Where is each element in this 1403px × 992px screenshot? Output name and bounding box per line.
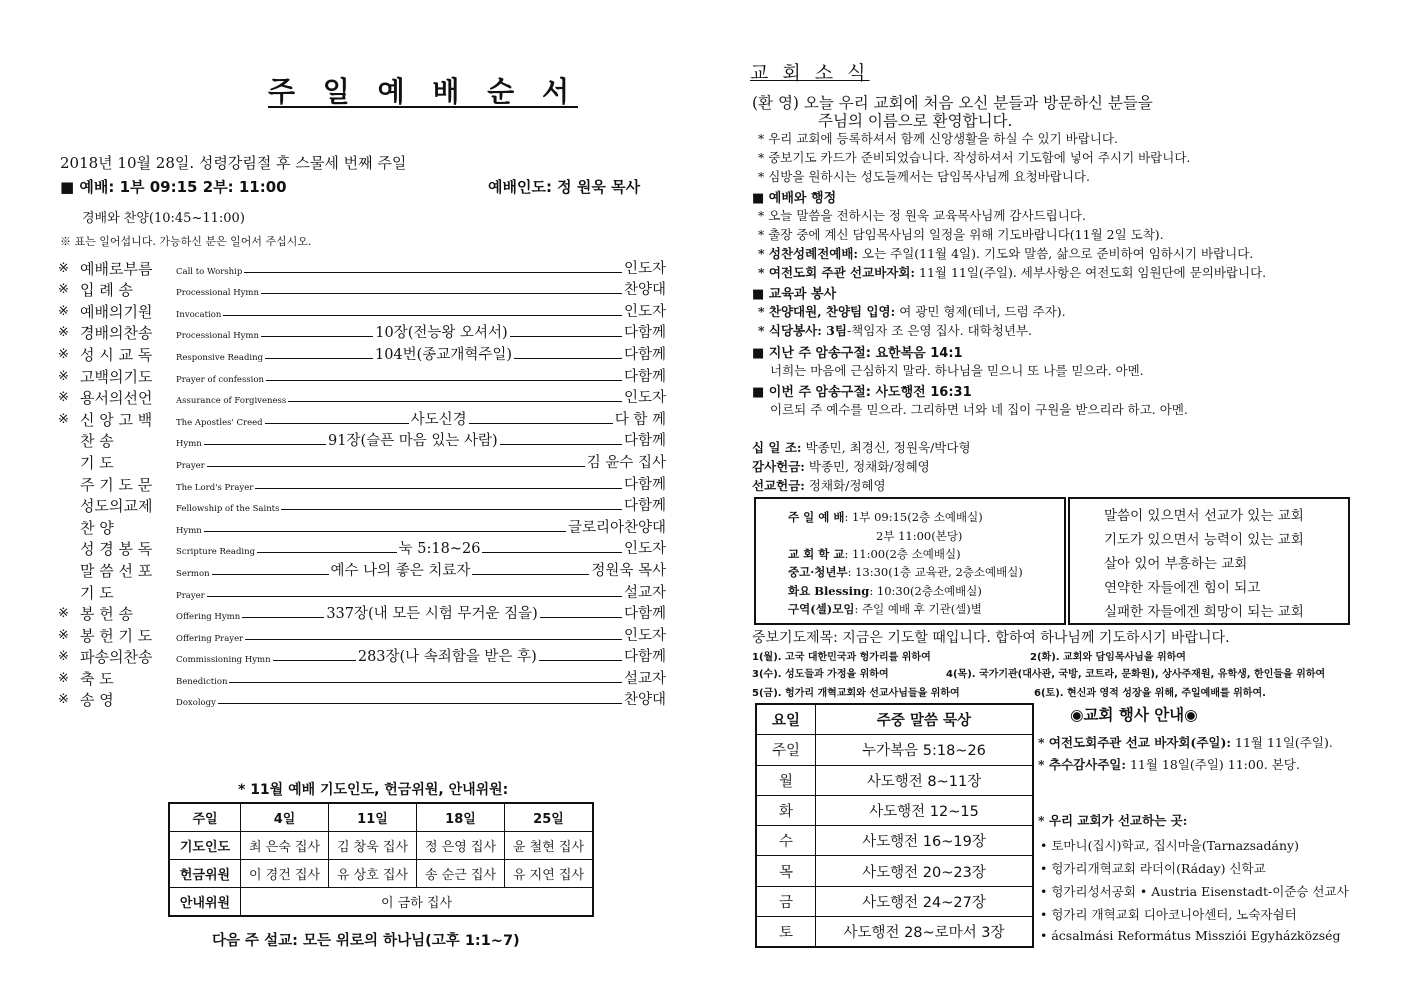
intercession-item: 5(금). 헝가리 개혁교회와 선교사님들을 위하여 <box>752 688 960 699</box>
schedule-label: 주 일 예 배 <box>788 510 845 524</box>
event-item <box>1038 733 1333 751</box>
leader-line <box>257 552 397 553</box>
worship-order-row <box>58 645 666 667</box>
order-english: Commissioning Hymn <box>176 655 271 666</box>
table-cell: 유 상호 집사 <box>329 860 417 888</box>
order-content: 91장(슬픈 마음 있는 사람) <box>328 433 498 450</box>
order-english: Processional Hymn <box>176 288 259 299</box>
order-content: 283장(나 속죄함을 받은 후) <box>357 649 537 666</box>
mission-item: • 헝가리개혁교회 라더이(Ráday) 신학교 <box>1040 861 1266 876</box>
service-times: ■ 예배: 1부 09:15 2부: 11:00 <box>60 178 287 196</box>
event-bold: * 추수감사주일: <box>1038 757 1126 772</box>
church-news-title: 교 회 소 식 <box>750 62 870 84</box>
item-bold: * 찬양대원, 찬양팀 입영: <box>758 304 896 319</box>
table-header-cell: 11일 <box>329 803 417 832</box>
order-name: 기 도 <box>80 583 114 602</box>
table-cell: 월 <box>756 765 816 795</box>
leader-line <box>539 660 622 661</box>
order-content: 10장(전능왕 오셔서) <box>375 325 508 342</box>
leader-line <box>244 272 622 273</box>
leader-line <box>288 401 622 402</box>
order-english: Processional Hymn <box>176 331 259 342</box>
worship-order-row <box>58 278 666 300</box>
order-content: 눅 5:18~26 <box>398 541 481 558</box>
leader-line <box>204 444 326 445</box>
leader-line <box>273 660 356 661</box>
table-cell: 최 은숙 집사 <box>241 832 329 860</box>
service-leader: 예배인도: 정 원욱 목사 <box>488 178 641 196</box>
worship-order-row <box>58 450 666 472</box>
schedule-label: 교 회 학 교 <box>788 547 845 561</box>
table-row <box>756 856 1033 886</box>
worship-order-row <box>58 386 666 408</box>
leader-line <box>510 336 622 337</box>
worship-order-row <box>58 256 666 278</box>
leader-line <box>212 574 329 575</box>
table-row <box>756 886 1033 916</box>
order-mark: ※ <box>58 606 69 622</box>
table-row <box>169 860 593 888</box>
order-responsible: 인도자 <box>623 627 666 644</box>
schedule-label: 구역(셀)모임 <box>788 602 855 616</box>
order-responsible: 글로리아찬양대 <box>567 519 666 536</box>
table-header-cell: 18일 <box>417 803 505 832</box>
order-mark: ※ <box>58 692 69 708</box>
vision-line: 연약한 자들에겐 힘이 되고 <box>1104 580 1261 596</box>
events-title: ◉교회 행사 안내◉ <box>1070 706 1198 724</box>
order-name: 성 경 봉 독 <box>80 540 153 559</box>
worship-order-row <box>58 342 666 364</box>
worship-order-row <box>58 558 666 580</box>
order-name: 송 영 <box>80 691 114 710</box>
table-cell: 유 지연 집사 <box>505 860 594 888</box>
november-roles-title: * 11월 예배 기도인도, 헌금위원, 안내위원: <box>238 782 509 798</box>
table-row <box>756 826 1033 856</box>
order-responsible: 다함께 <box>623 346 666 363</box>
worship-order-row <box>58 429 666 451</box>
order-english: Offering Prayer <box>176 633 244 644</box>
table-cell: 토 <box>756 917 816 948</box>
order-name: 주 기 도 문 <box>80 475 153 494</box>
list-item <box>758 206 1086 224</box>
mission-item: • 헝가리성서공회 • Austria Eisenstadt-이준승 선교사 <box>1040 884 1349 899</box>
worship-order-row <box>58 321 666 343</box>
table-cell: 사도행전 24~27장 <box>816 886 1034 916</box>
order-mark: ※ <box>58 346 69 362</box>
item-text: 오는 주일(11월 4일). 기도와 말씀, 삶으로 준비하여 임하시기 바랍니다. <box>858 246 1254 261</box>
leader-line <box>207 596 622 597</box>
leader-line <box>472 574 589 575</box>
table-row <box>756 917 1033 948</box>
offering-value: 박종민, 최경신, 정원욱/박다형 <box>801 440 971 455</box>
order-name: 봉 헌 기 도 <box>80 626 153 645</box>
table-cell: 이 경건 집사 <box>241 860 329 888</box>
order-name: 신 앙 고 백 <box>80 410 153 429</box>
weekly-reading-table <box>755 703 1034 948</box>
worship-order-row <box>58 515 666 537</box>
leader-line <box>218 703 622 704</box>
table-row <box>169 888 593 917</box>
table-header-cell: 25일 <box>505 803 594 832</box>
bulletin-title: 주 일 예 배 순 서 <box>268 75 579 108</box>
row-label: 헌금위원 <box>169 860 241 888</box>
order-responsible: 다함께 <box>623 368 666 385</box>
item-text: * 출장 중에 계신 담임목사님의 일정을 위해 기도바랍니다(11월 2일 도착). <box>758 227 1164 242</box>
schedule-value: : 13:30(1층 교육관, 2층소예배실) <box>847 565 1023 579</box>
church-vision-box <box>1068 497 1350 625</box>
table-header-cell: 주일 <box>169 803 241 832</box>
vision-line: 실패한 자들에겐 희망이 되는 교회 <box>1104 604 1304 620</box>
schedule-value: : 주일 예배 후 기관(셀)별 <box>854 602 982 616</box>
mission-item: • 토마니(집시)학교, 집시마을(Tarnazsadány) <box>1040 838 1299 853</box>
mission-item: • 헝가리 개혁교회 디아코니아센터, 노숙자쉼터 <box>1040 907 1297 922</box>
leader-line <box>265 358 373 359</box>
offering-row <box>752 438 971 456</box>
list-item <box>758 225 1164 243</box>
schedule-value: : 11:00(2층 소예배실) <box>844 547 961 561</box>
order-name: 찬 양 <box>80 518 114 537</box>
leader-line <box>242 617 324 618</box>
order-english: Doxology <box>176 698 216 709</box>
event-item <box>1038 755 1300 773</box>
order-english: Responsive Reading <box>176 352 264 363</box>
intercession-title: 중보기도제목: 지금은 기도할 때입니다. 합하여 하나님께 기도하시기 바랍니다. <box>752 630 1230 646</box>
intercession-item: 2(화). 교회와 담임목사님을 위하여 <box>1030 652 1186 663</box>
last-verse-title: ■ 지난 주 암송구절: 요한복음 14:1 <box>752 346 963 361</box>
order-of-worship <box>58 256 666 709</box>
worship-order-row <box>58 494 666 516</box>
leader-line <box>245 639 622 640</box>
table-cell: 윤 철현 집사 <box>505 832 594 860</box>
order-name: 경배의찬송 <box>80 324 153 343</box>
list-item: * 심방을 원하시는 성도들께서는 담임목사님께 요청바랍니다. <box>758 169 1090 184</box>
order-name: 예배의기원 <box>80 302 153 321</box>
order-responsible: 설교자 <box>623 584 666 601</box>
order-name: 기 도 <box>80 453 114 472</box>
order-english: Sermon <box>176 568 210 579</box>
mission-item: • ácsalmási Református Missziói Egyházközség <box>1040 928 1341 943</box>
table-header-cell: 4일 <box>241 803 329 832</box>
worship-order-row <box>58 666 666 688</box>
order-mark: ※ <box>58 649 69 665</box>
leader-line <box>207 466 585 467</box>
last-verse-text: 너희는 마음에 근심하지 말라. 하나님을 믿으니 또 나를 믿으라. 아멘. <box>770 363 1144 378</box>
order-responsible: 인도자 <box>623 260 666 277</box>
table-cell: 목 <box>756 856 816 886</box>
order-english: Scripture Reading <box>176 547 256 558</box>
order-english: Offering Hymn <box>176 612 241 623</box>
schedule-row <box>788 546 961 562</box>
order-english: Prayer <box>176 590 205 601</box>
order-mark: ※ <box>58 303 69 319</box>
offering-row <box>752 476 886 494</box>
table-cell: 주일 <box>756 735 816 765</box>
order-english: The Apostles' Creed <box>176 417 263 428</box>
order-content: 예수 나의 좋은 치료자 <box>330 562 471 579</box>
leader-line <box>261 293 622 294</box>
service-schedule-box <box>754 497 1066 625</box>
leader-line <box>255 488 622 489</box>
table-header-cell: 주중 말씀 묵상 <box>816 704 1034 735</box>
order-responsible: 다함께 <box>623 606 667 623</box>
order-english: Prayer <box>176 460 205 471</box>
order-responsible: 인도자 <box>623 303 666 320</box>
worship-order-row <box>58 688 666 710</box>
worship-order-row <box>58 299 666 321</box>
order-responsible: 찬양대 <box>623 282 666 299</box>
worship-order-row <box>58 472 666 494</box>
order-name: 봉 헌 송 <box>80 605 134 624</box>
leader-line <box>229 682 622 683</box>
intercession-item: 3(수). 성도들과 가정을 위하여 <box>752 669 889 680</box>
table-cell: 금 <box>756 886 816 916</box>
list-item <box>758 321 1032 339</box>
offering-value: 박종민, 정채화/정혜영 <box>804 459 930 474</box>
order-english: Benediction <box>176 676 228 687</box>
order-english: The Lord's Prayer <box>176 482 254 493</box>
schedule-row <box>788 583 982 599</box>
leader-line <box>540 617 622 618</box>
order-responsible: 다 함 께 <box>614 411 667 428</box>
leader-line <box>223 315 622 316</box>
leader-line <box>204 531 566 532</box>
order-english: Assurance of Forgiveness <box>176 396 287 407</box>
order-responsible: 다함께 <box>623 498 666 515</box>
leader-line <box>265 423 409 424</box>
order-english: Invocation <box>176 309 222 320</box>
order-content: 337장(내 모든 시험 무거운 짐을) <box>326 606 538 623</box>
service-date: 2018년 10월 28일. 성령강림절 후 스물세 번째 주일 <box>60 154 407 172</box>
order-mark: ※ <box>58 411 69 427</box>
intercession-item: 1(월). 고국 대한민국과 헝가리를 위하여 <box>752 652 931 663</box>
schedule-label: 화요 Blessing <box>788 584 870 598</box>
leader-line <box>261 336 373 337</box>
intercession-item: 6(토). 현신과 영적 성장을 위해, 주일예배를 위하여. <box>1034 688 1266 699</box>
table-cell: 이 금하 집사 <box>241 888 594 917</box>
schedule-value: : 1부 09:15(2층 소예배실) <box>844 510 983 524</box>
list-item <box>758 302 1066 320</box>
table-cell: 정 은영 집사 <box>417 832 505 860</box>
prelude-praise: 경배와 찬양(10:45~11:00) <box>82 211 245 226</box>
order-name: 입 례 송 <box>80 281 134 300</box>
table-cell: 사도행전 28~로마서 3장 <box>816 917 1034 948</box>
schedule-row <box>876 528 962 544</box>
offering-row <box>752 457 930 475</box>
item-bold: * 여전도회 주관 선교바자회: <box>758 265 916 280</box>
section-heading-worship: ■ 예배와 행정 <box>752 191 837 206</box>
table-cell: 화 <box>756 795 816 825</box>
order-content: 104번(종교개혁주일) <box>374 346 513 363</box>
order-responsible: 정원욱 목사 <box>591 562 666 579</box>
worship-order-row <box>58 537 666 559</box>
order-name: 찬 송 <box>80 432 114 451</box>
mission-title: * 우리 교회가 선교하는 곳: <box>1038 813 1188 828</box>
item-bold: * 식당봉사: 3팀 <box>758 323 847 338</box>
order-responsible: 다함께 <box>623 325 666 342</box>
order-name: 예배로부름 <box>80 259 153 278</box>
order-responsible: 찬양대 <box>623 692 666 709</box>
order-english: Call to Worship <box>176 266 243 277</box>
worship-order-row <box>58 364 666 386</box>
vision-line: 말씀이 있으면서 선교가 있는 교회 <box>1104 508 1304 524</box>
leader-line <box>469 423 613 424</box>
order-name: 용서의선언 <box>80 389 153 408</box>
worship-order-row <box>58 602 666 624</box>
order-english: Hymn <box>176 525 202 536</box>
order-name: 파송의찬송 <box>80 648 153 667</box>
table-row <box>169 832 593 860</box>
schedule-row <box>788 509 983 525</box>
this-verse-text: 이르되 주 예수를 믿으라. 그리하면 너와 네 집이 구원을 받으리라 하고. 아멘. <box>770 402 1188 417</box>
schedule-row <box>788 601 982 617</box>
worship-order-row <box>58 407 666 429</box>
order-responsible: 다함께 <box>623 476 666 493</box>
item-text: * 오늘 말씀을 전하시는 정 원욱 교육목사님께 감사드립니다. <box>758 208 1086 223</box>
order-name: 성도의교제 <box>80 497 153 516</box>
offering-label: 십 일 조: <box>752 440 802 455</box>
standing-note: ※ 표는 일어섭니다. 가능하신 분은 일어서 주십시오. <box>60 235 312 248</box>
order-name: 축 도 <box>80 669 114 688</box>
order-mark: ※ <box>58 368 69 384</box>
offering-label: 선교헌금: <box>752 478 805 493</box>
order-english: Fellowship of the Saints <box>176 504 280 515</box>
item-text: 11월 11일(주일). 세부사항은 여전도회 임원단에 문의바랍니다. <box>915 265 1267 280</box>
order-mark: ※ <box>58 282 69 298</box>
table-cell: 김 창욱 집사 <box>329 832 417 860</box>
order-mark: ※ <box>58 627 69 643</box>
order-responsible: 김 윤수 집사 <box>586 454 666 471</box>
list-item: * 우리 교회에 등록하셔서 함께 신앙생활을 하실 수 있기 바랍니다. <box>758 131 1118 146</box>
list-item <box>758 263 1266 281</box>
offering-label: 감사헌금: <box>752 459 805 474</box>
item-text: -책임자 조 은영 집사. 대학청년부. <box>846 323 1032 338</box>
table-cell: 사도행전 16~19장 <box>816 826 1034 856</box>
list-item: * 중보기도 카드가 준비되었습니다. 작성하셔서 기도함에 넣어 주시기 바랍니다. <box>758 150 1191 165</box>
vision-line: 살아 있어 부흥하는 교회 <box>1104 556 1248 572</box>
item-bold: * 성찬성례전예배: <box>758 246 859 261</box>
table-cell: 누가복음 5:18~26 <box>816 735 1034 765</box>
order-name: 말 씀 선 포 <box>80 561 153 580</box>
table-row <box>756 735 1033 765</box>
table-header-cell: 요일 <box>756 704 816 735</box>
schedule-value: 2부 11:00(본당) <box>876 529 963 543</box>
event-bold: * 여전도회주관 선교 바자회(주일): <box>1038 735 1232 750</box>
leader-line <box>514 358 622 359</box>
order-responsible: 설교자 <box>623 670 666 687</box>
leader-line <box>266 380 622 381</box>
vision-line: 기도가 있으면서 능력이 있는 교회 <box>1104 532 1304 548</box>
order-mark: ※ <box>58 390 69 406</box>
order-name: 고백의기도 <box>80 367 153 386</box>
order-english: Prayer of confession <box>176 374 264 385</box>
order-mark: ※ <box>58 325 69 341</box>
order-responsible: 인도자 <box>623 541 667 558</box>
leader-line <box>482 552 622 553</box>
table-cell: 송 순근 집사 <box>417 860 505 888</box>
schedule-label: 중고·청년부 <box>788 565 848 579</box>
table-cell: 수 <box>756 826 816 856</box>
row-label: 기도인도 <box>169 832 241 860</box>
order-responsible: 다함께 <box>623 649 667 666</box>
order-mark: ※ <box>58 260 69 276</box>
intercession-item: 4(목). 국가기관(대사관, 국방, 코트라, 문화원), 상사주재원, 유학생, 한인들을 위하여 <box>946 669 1326 680</box>
section-heading-education: ■ 교육과 봉사 <box>752 287 837 302</box>
order-responsible: 다함께 <box>623 433 666 450</box>
order-mark: ※ <box>58 670 69 686</box>
schedule-row <box>788 564 1023 580</box>
worship-order-row <box>58 580 666 602</box>
table-cell: 사도행전 20~23장 <box>816 856 1034 886</box>
leader-line <box>500 444 622 445</box>
order-name: 성 시 교 독 <box>80 345 153 364</box>
order-english: Hymn <box>176 439 202 450</box>
order-content: 사도신경 <box>410 411 467 428</box>
table-row <box>756 765 1033 795</box>
this-verse-title: ■ 이번 주 암송구절: 사도행전 16:31 <box>752 385 972 400</box>
leader-line <box>281 509 622 510</box>
event-text: 11월 18일(주일) 11:00. 본당. <box>1125 757 1300 772</box>
november-roles-table <box>168 802 594 917</box>
event-text: 11월 11일(주일). <box>1231 735 1333 750</box>
item-text: 여 광민 형제(테너, 드럼 주자). <box>895 304 1066 319</box>
table-cell: 사도행전 8~11장 <box>816 765 1034 795</box>
table-row <box>756 795 1033 825</box>
table-cell: 사도행전 12~15 <box>816 795 1034 825</box>
worship-order-row <box>58 623 666 645</box>
welcome-line-2: 주님의 이름으로 환영합니다. <box>818 112 1013 130</box>
list-item <box>758 244 1253 262</box>
offering-value: 정채화/정혜영 <box>804 478 886 493</box>
next-sermon: 다음 주 설교: 모든 위로의 하나님(고후 1:1~7) <box>212 933 520 949</box>
order-responsible: 인도자 <box>623 390 666 407</box>
welcome-line-1: (환 영) 오늘 우리 교회에 처음 오신 분들과 방문하신 분들을 <box>752 94 1153 112</box>
schedule-value: : 10:30(2층소예배실) <box>869 584 982 598</box>
row-label: 안내위원 <box>169 888 241 917</box>
